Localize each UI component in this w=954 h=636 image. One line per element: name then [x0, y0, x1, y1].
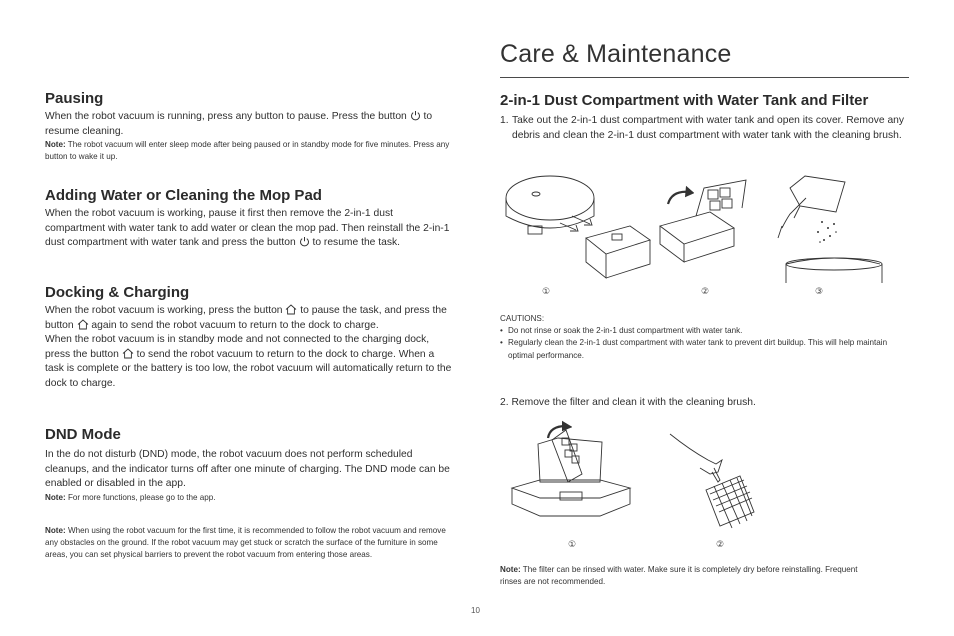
docking-text — [45, 304, 455, 333]
page-number: 10 — [471, 606, 480, 615]
pausing-text-1: When the robot vacuum is running, press any button to pause. Press the — [45, 111, 376, 122]
figure-1-illustration — [500, 168, 910, 283]
page-title: Care & Maintenance — [500, 40, 732, 68]
step-1 — [500, 114, 910, 143]
section-docking — [45, 284, 455, 392]
home-icon — [285, 304, 297, 315]
filter-note-text — [500, 564, 880, 588]
pausing-text-3: to resume cleaning. — [45, 111, 433, 137]
final-note — [45, 525, 455, 562]
dnd-text: In the do not disturb (DND) mode, the robot vacuum does not perform scheduled cleanups, and the indicator turns off after one minute of charging. The DND mode can be enabled or disabled in the app. — [45, 449, 450, 490]
filter-section — [500, 92, 910, 143]
docking-text-4: When the robot vacuum is in standby mode and not connected to the charging dock, press the button — [45, 334, 430, 360]
pausing-note — [45, 139, 455, 163]
filter-note — [500, 564, 880, 588]
fig1-label-2: ② — [701, 286, 710, 296]
power-icon — [410, 110, 421, 121]
water-text-2: to resume the task. — [312, 237, 401, 249]
title-divider — [500, 77, 909, 78]
section-pausing — [45, 90, 455, 164]
home-icon — [77, 319, 89, 330]
dnd-note — [45, 492, 455, 504]
final-note-text — [45, 525, 455, 562]
step-2: 2. Remove the filter and clean it with the cleaning brush. — [500, 397, 756, 408]
filter-heading: 2-in-1 Dust Compartment with Water Tank and Filter — [500, 92, 869, 109]
docking-heading: Docking & Charging — [45, 284, 190, 301]
final-note-body: When using the robot vacuum for the first time, it is recommended to follow the robot vacuum and remove any obstacles on the ground. If the robot vacuum may get stuck or scratch the surface of the furniture in some areas, you can set physical barriers to prevent the robot vacuum from entering those areas. — [45, 526, 446, 560]
filter-note-body: The filter can be rinsed with water. Make sure it is completely dry before reinstalling. Frequent rinses are not recommended. — [500, 565, 858, 587]
docking-text-5: to send the robot vacuum to return to the dock to charge. When a task is complete or the battery is too low, the robot vacuum will automatically return to the dock to charge. — [45, 348, 452, 389]
pausing-text-2: button — [378, 111, 407, 122]
docking-text-1: When the robot vacuum is working, press the button — [45, 305, 283, 316]
home-icon — [122, 348, 134, 359]
fig2-label-2: ② — [716, 539, 725, 549]
step-1-text: Take out the 2-in-1 dust compartment with water tank and open its cover. Remove any debris and clean the 2-in-1 dust compartment with water tank with the cleaning brush. — [512, 115, 905, 141]
cautions-title: CAUTIONS: — [500, 314, 545, 323]
pausing-heading: Pausing — [45, 90, 104, 107]
dnd-note-text: For more functions, please go to the app. — [67, 492, 216, 502]
cautions-list — [500, 325, 910, 362]
fig1-label-3: ③ — [815, 286, 824, 296]
figure-2-illustration — [500, 420, 910, 535]
dnd-heading: DND Mode — [45, 426, 121, 443]
final-note-label: Note: — [45, 526, 66, 535]
water-text — [45, 207, 455, 251]
fig1-label-1: ① — [542, 286, 551, 296]
fig2-label-1: ① — [568, 539, 577, 549]
caution-item: • Regularly clean the 2-in-1 dust compartment with water tank to prevent dirt buildup. This will help maintain optimal performance. — [500, 337, 910, 361]
figure-2 — [500, 420, 910, 535]
pausing-note-text: The robot vacuum will enter sleep mode after being paused or in standby mode for five minutes. Press any button to wake it up. — [45, 140, 450, 162]
pausing-note-label: Note: — [45, 140, 66, 150]
caution-item: • Do not rinse or soak the 2-in-1 dust compartment with water tank. — [500, 325, 910, 337]
section-water — [45, 187, 455, 251]
docking-text-2: to pause the task, and press the button — [45, 305, 447, 331]
water-heading: Adding Water or Cleaning the Mop Pad — [45, 187, 322, 204]
water-text-1: When the robot vacuum is working, pause it first then remove the 2-in-1 dust compartment with water tank to add water or clean the mop pad. Then reinstall the 2-in-1 dust compartment with water tank and press the button — [45, 208, 450, 249]
step-1-number: 1. — [500, 115, 509, 126]
section-dnd — [45, 426, 455, 504]
docking-text-3: again to send the robot vacuum to return to the dock to charge. — [91, 319, 379, 331]
dnd-note-label: Note: — [45, 492, 66, 502]
filter-note-label: Note: — [500, 565, 521, 574]
docking-text-b — [45, 333, 455, 391]
power-icon — [299, 236, 310, 247]
cautions — [500, 313, 910, 362]
figure-1 — [500, 168, 910, 283]
pausing-text — [45, 110, 455, 139]
